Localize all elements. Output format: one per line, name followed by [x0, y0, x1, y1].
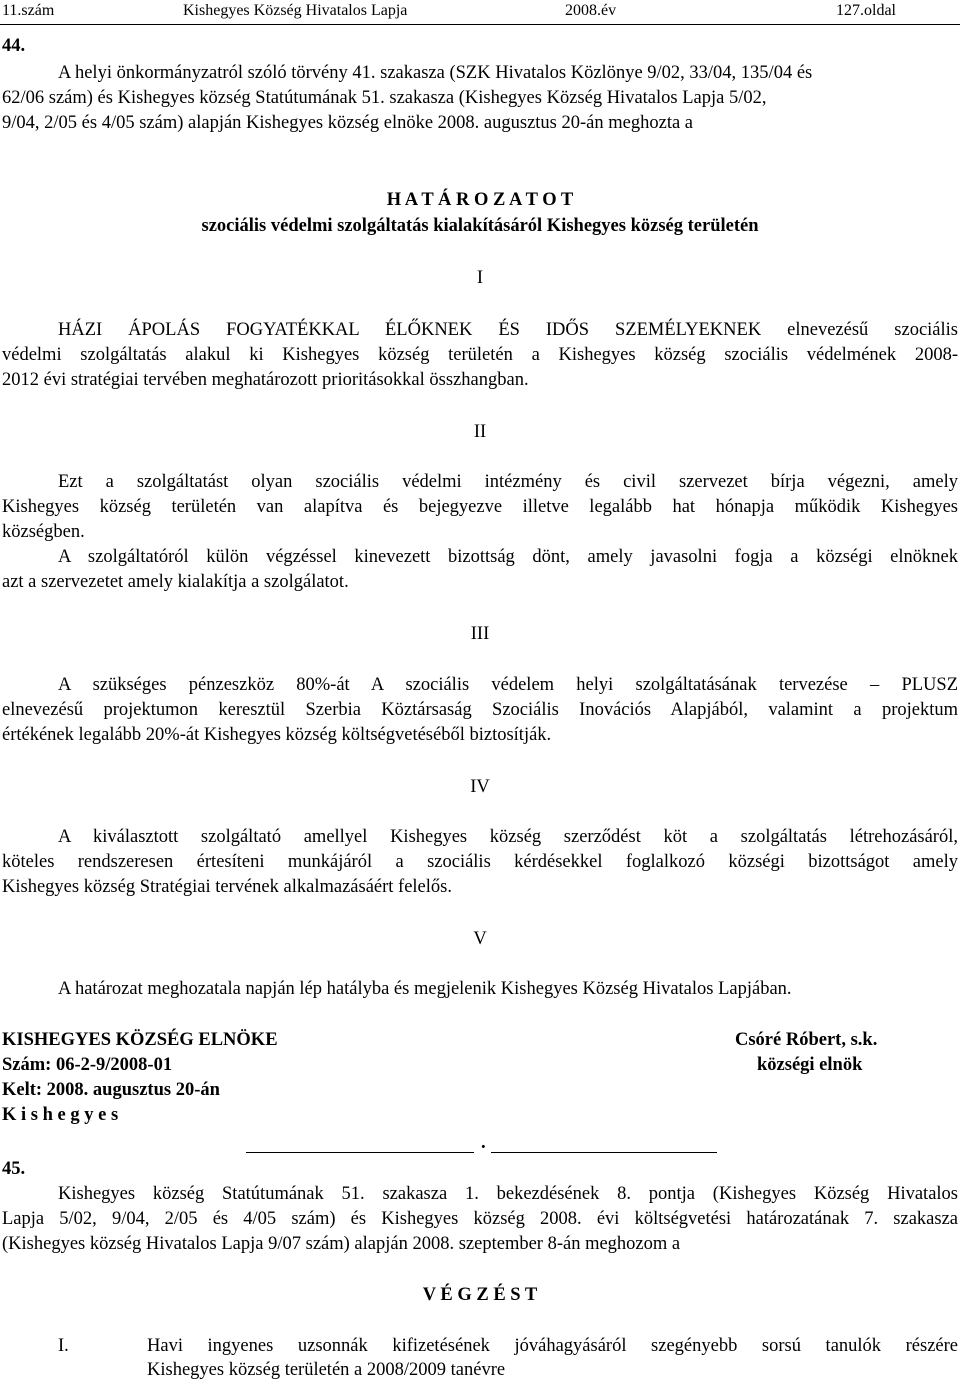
section-i-line-2: védelmi szolgáltatás alakul ki Kishegyes község területén a Kishegyes község szociális védelmének 2008-	[2, 345, 958, 365]
section-ii-line-2: Kishegyes község területén van alapítva és bejegyezve illetve legalább hat hónapja működik Kishegyes	[2, 497, 958, 517]
signature-name: Csóré Róbert, s.k.	[735, 1030, 878, 1050]
section-ii-line-4: A szolgáltatóról külön végzéssel kinevezett bizottság dönt, amely javasolni fogja a községi elnöknek	[58, 547, 958, 567]
section-iv-line-3: Kishegyes község Stratégiai tervének alkalmazásáért felelős.	[2, 877, 452, 897]
header-page-number: 127.oldal	[836, 2, 896, 19]
section-iii-line-3: értékének legalább 20%-át Kishegyes község költségvetéséből biztosítják.	[2, 725, 552, 745]
item-45-point-line-2: Kishegyes község területén a 2008/2009 tanévre	[147, 1360, 506, 1380]
signature-place: K i s h e g y e s	[2, 1105, 119, 1125]
item-44-intro-line-1: A helyi önkormányzatról szóló törvény 41. szakasza (SZK Hivatalos Közlönye 9/02, 33/04, 135/04 és	[58, 63, 813, 83]
signature-office: KISHEGYES KÖZSÉG ELNÖKE	[2, 1030, 278, 1050]
signature-role: községi elnök	[757, 1055, 863, 1075]
item-45-point-line-1: Havi ingyenes uzsonnák kifizetésének jóváhagyásáról szegényebb sorsú tanulók részére	[147, 1336, 958, 1356]
page-header	[0, 0, 960, 22]
section-i-numeral: I	[476, 268, 484, 288]
item-45-intro-line-3: (Kishegyes község Hivatalos Lapja 9/07 szám) alapján 2008. szeptember 8-án meghozom a	[2, 1234, 681, 1254]
section-i-line-3: 2012 évi stratégiai tervében meghatározott prioritásokkal összhangban.	[2, 370, 529, 390]
section-ii-line-1: Ezt a szolgáltatást olyan szociális védelmi intézmény és civil szervezet bírja végezni, amely	[58, 472, 958, 492]
decision-title: H A T Á R O Z A T O T	[386, 190, 574, 210]
header-issue: 11.szám	[2, 2, 55, 19]
item-44-intro-line-3: 9/04, 2/05 és 4/05 szám) alapján Kishegyes község elnöke 2008. augusztus 20-án meghozta a	[2, 113, 694, 133]
signature-line-left	[246, 1152, 474, 1153]
section-iii-line-2: elnevezésű projektumon keresztül Szerbia Köztársaság Szociális Inovációs Alapjából, valamint a projektum	[2, 700, 958, 720]
section-i-line-1: HÁZI ÁPOLÁS FOGYATÉKKAL ÉLŐKNEK ÉS IDŐS SZEMÉLYEKNEK elnevezésű szociális	[58, 320, 958, 340]
section-iii-line-1: A szükséges pénzeszköz 80%-át A szociális védelem helyi szolgáltatásának tervezése – PLUSZ	[58, 675, 958, 695]
item-44-number: 44.	[2, 36, 26, 56]
section-iv-numeral: IV	[470, 777, 490, 797]
section-iv-line-2: köteles rendszeresen értesíteni munkájáról a szociális kérdésekkel foglalkozó községi bizottságot amely	[2, 852, 958, 872]
section-ii-line-5: azt a szervezetet amely kialakítja a szolgálatot.	[2, 572, 349, 592]
section-v-line-1: A határozat meghozatala napján lép hatályba és megjelenik Kishegyes Község Hivatalos Lapjában.	[58, 979, 792, 999]
signature-dot: .	[481, 1133, 486, 1153]
section-v-numeral: V	[473, 929, 487, 949]
item-45-intro-line-2: Lapja 5/02, 9/04, 2/05 és 4/05 szám) és Kishegyes község 2008. évi költségvetési határozatának 7. szakasza	[2, 1209, 958, 1229]
section-ii-numeral: II	[473, 422, 487, 442]
signature-line-right	[491, 1152, 717, 1153]
item-45-point-numeral: I.	[58, 1336, 69, 1356]
header-divider	[0, 24, 960, 25]
section-ii-line-3: községben.	[2, 522, 85, 542]
header-year: 2008.év	[565, 2, 617, 19]
header-title: Kishegyes Község Hivatalos Lapja	[183, 2, 408, 19]
section-iv-line-1: A kiválasztott szolgáltató amellyel Kishegyes község szerződést köt a szolgáltatás létrehozásáról,	[58, 827, 958, 847]
item-45-decision-title: V É G Z É S T	[422, 1285, 538, 1305]
item-44-intro-line-2: 62/06 szám) és Kishegyes község Statútumának 51. szakasza (Kishegyes Község Hivatalos Lapja 5/02,	[2, 88, 767, 108]
decision-subtitle: szociális védelmi szolgáltatás kialakításáról Kishegyes község területén	[201, 216, 759, 236]
item-45-number: 45.	[2, 1159, 26, 1179]
section-iii-numeral: III	[470, 624, 490, 644]
signature-document-number: Szám: 06-2-9/2008-01	[2, 1055, 173, 1075]
item-45-intro-line-1: Kishegyes község Statútumának 51. szakasza 1. bekezdésének 8. pontja (Kishegyes Község Hivatalos	[58, 1184, 958, 1204]
signature-date: Kelt: 2008. augusztus 20-án	[2, 1080, 220, 1100]
